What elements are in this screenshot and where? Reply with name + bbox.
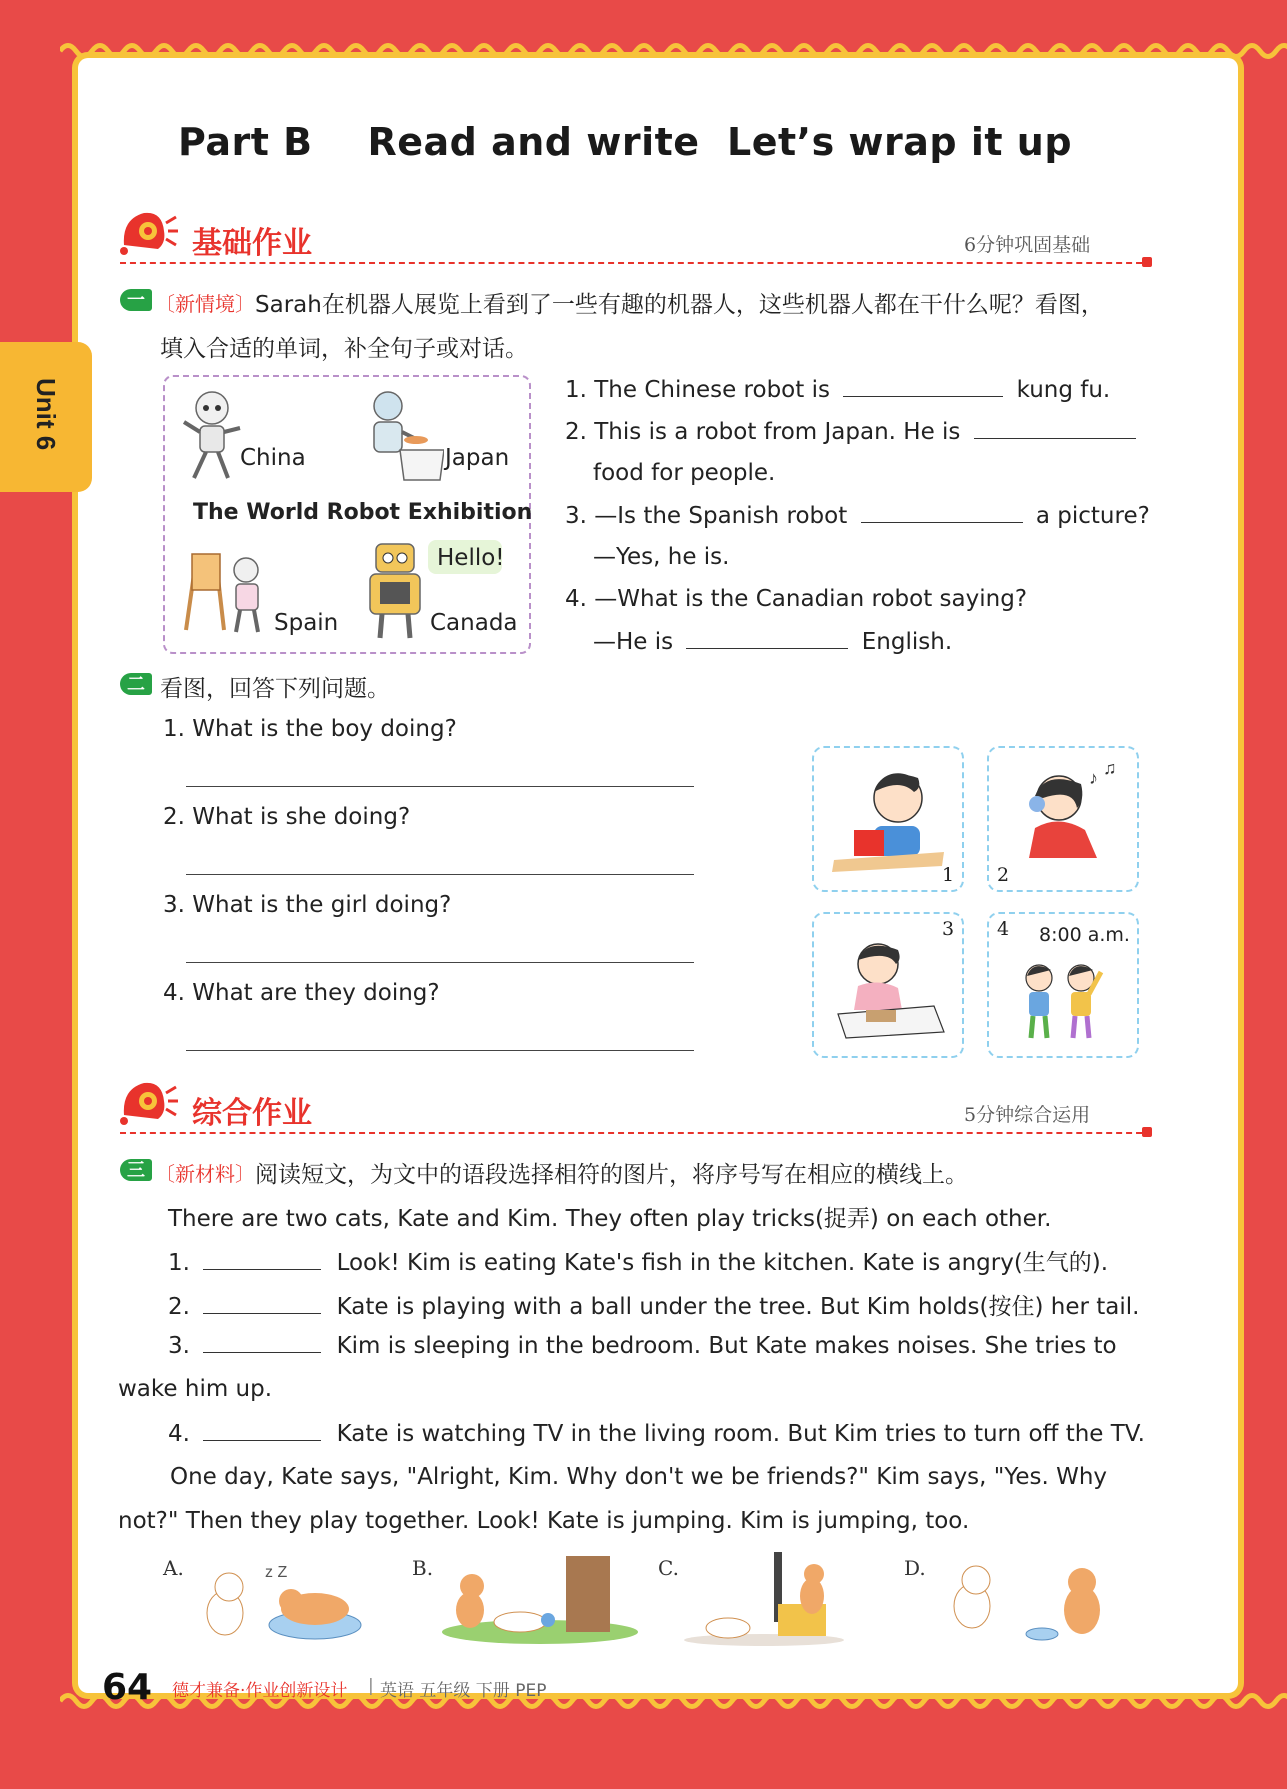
q3-text-1: Look! Kim is eating Kate's fish in the kitchen. Kate is angry(生气的). [336,1250,1109,1276]
divider-end-dot [1142,1127,1152,1137]
q2-picture-1 [812,746,964,892]
option-d-cats-with-fish [932,1550,1122,1648]
q2-question-1: 1. What is the boy doing? [163,716,457,742]
pic-label-4: 4 [997,918,1010,940]
q2-answer-line-1[interactable] [186,786,694,787]
q1-item3-answer: —Yes, he is. [593,544,730,570]
q1-item2 [565,418,1136,445]
q1-item4: 4. —What is the Canadian robot saying? [565,586,1028,612]
q1-item3-tail: a picture? [1035,503,1150,529]
svg-text:♫: ♫ [1103,758,1117,778]
section1-hint: 6分钟巩固基础 [964,234,1091,256]
q1-item3 [565,502,1150,529]
japan-robot-illustration [360,388,444,483]
page-number: 64 [102,1667,153,1708]
q1-item4-answer [593,628,952,655]
pic-time-label: 8:00 a.m. [1039,924,1130,946]
svg-text:♪: ♪ [1089,768,1098,788]
section1-heading: 基础作业 [192,226,312,261]
option-a-label: A. [163,1556,184,1580]
q1-item1-tail: kung fu. [1016,377,1111,403]
q3-tag: 〔新材料〕 [155,1162,255,1186]
q3-instruction: 阅读短文，为文中的语段选择相符的图片，将序号写在相应的横线上。 [255,1162,968,1188]
divider-end-dot [1142,257,1152,267]
section2-hint: 5分钟综合运用 [964,1104,1091,1126]
girl-listening-illustration [989,748,1137,890]
q3-num-3: 3. [168,1333,190,1359]
q1-item4-blank[interactable] [686,628,848,649]
section1-divider [120,262,1152,264]
q3-num-2: 2. [168,1294,190,1320]
q3-text-3: Kim is sleeping in the bedroom. But Kate makes noises. She tries to [336,1333,1117,1359]
q3-line3-cont: wake him up. [118,1376,273,1402]
q3-num-4: 4. [168,1421,190,1447]
svg-text:z Z: z Z [265,1564,288,1581]
bell-icon [118,1075,180,1127]
q1-tag: 〔新情境〕 [155,292,255,316]
q1-item3-blank[interactable] [861,502,1023,523]
q3-line3 [168,1332,1117,1359]
page-title: Part B Read and write Let’s wrap it up [178,120,1073,164]
canada-robot-illustration [360,540,430,640]
q3-line1 [168,1244,1108,1277]
footer-separator: | [368,1676,374,1696]
label-spain: Spain [274,610,339,636]
pic-label-3: 3 [942,918,955,940]
q3-text-2: Kate is playing with a ball under the tree. But Kim holds(按住) her tail. [336,1294,1140,1320]
q3-blank-4[interactable] [203,1420,321,1441]
q3-num-1: 1. [168,1250,190,1276]
robot-box-title: The World Robot Exhibition [193,500,533,525]
china-robot-illustration [180,388,244,483]
q1-item4-tail: English. [861,629,953,655]
section2-divider [120,1132,1152,1134]
q2-question-4: 4. What are they doing? [163,980,440,1006]
option-b-label: B. [412,1556,434,1580]
option-c-cat-and-tv [684,1548,854,1648]
speech-hello: Hello! [437,545,505,571]
footer-info: 英语 五年级 下册 PEP [380,1681,547,1701]
q2-answer-line-4[interactable] [186,1050,694,1051]
q3-ending-1: One day, Kate says, "Alright, Kim. Why don't we be friends?" Kim says, "Yes. Why [170,1464,1108,1490]
q1-item1-text: 1. The Chinese robot is [565,377,830,403]
label-china: China [240,445,306,471]
label-japan: Japan [445,445,510,471]
girl-cooking-illustration [814,914,962,1056]
option-c-label: C. [658,1556,679,1580]
q1-instruction-line1: Sarah在机器人展览上看到了一些有趣的机器人，这些机器人都在干什么呢？看图， [255,292,1104,318]
q1-item2-blank[interactable] [974,418,1136,439]
q1-item2-tail: food for people. [593,460,776,486]
section2-heading: 综合作业 [192,1096,312,1131]
q1-item3-text: 3. —Is the Spanish robot [565,503,848,529]
q3-badge: 三 [120,1159,152,1181]
q1-instruction-line2: 填入合适的单词，补全句子或对话。 [160,336,528,362]
footer-brand: 德才兼备·作业创新设计 [172,1681,348,1701]
bell-icon [118,205,180,257]
q3-line2 [168,1288,1139,1321]
q1-item2-text: 2. This is a robot from Japan. He is [565,419,961,445]
q3-blank-1[interactable] [203,1249,321,1270]
q2-badge: 二 [120,673,152,695]
pic-label-2: 2 [997,864,1010,886]
q2-instruction: 看图，回答下列问题。 [160,676,390,702]
q1-item4-text: —He is [593,629,674,655]
q2-picture-3 [812,912,964,1058]
q3-intro: There are two cats, Kate and Kim. They often play tricks(捉弄) on each other. [168,1206,1052,1232]
option-a-sleeping-cats [185,1555,365,1645]
pic-label-1: 1 [942,864,955,886]
boy-reading-illustration [814,748,962,890]
q3-blank-3[interactable] [203,1332,321,1353]
q1-item1 [565,376,1110,403]
q2-picture-2 [987,746,1139,892]
q1-item1-blank[interactable] [843,376,1003,397]
option-b-cats-under-tree [440,1550,640,1645]
q3-ending-2: not?" Then they play together. Look! Kate is jumping. Kim is jumping, too. [118,1508,970,1534]
option-d-label: D. [904,1556,926,1580]
q1-badge: 一 [120,289,152,311]
q3-text-4: Kate is watching TV in the living room. But Kim tries to turn off the TV. [336,1421,1145,1447]
q2-question-3: 3. What is the girl doing? [163,892,452,918]
q2-answer-line-3[interactable] [186,962,694,963]
q2-question-2: 2. What is she doing? [163,804,411,830]
label-canada: Canada [430,610,518,636]
unit-tab-label: Unit 6 [31,378,61,451]
spain-robot-illustration [180,540,270,635]
q2-picture-4 [987,912,1139,1058]
q3-line4 [168,1420,1145,1447]
q2-answer-line-2[interactable] [186,874,694,875]
q3-blank-2[interactable] [203,1293,321,1314]
